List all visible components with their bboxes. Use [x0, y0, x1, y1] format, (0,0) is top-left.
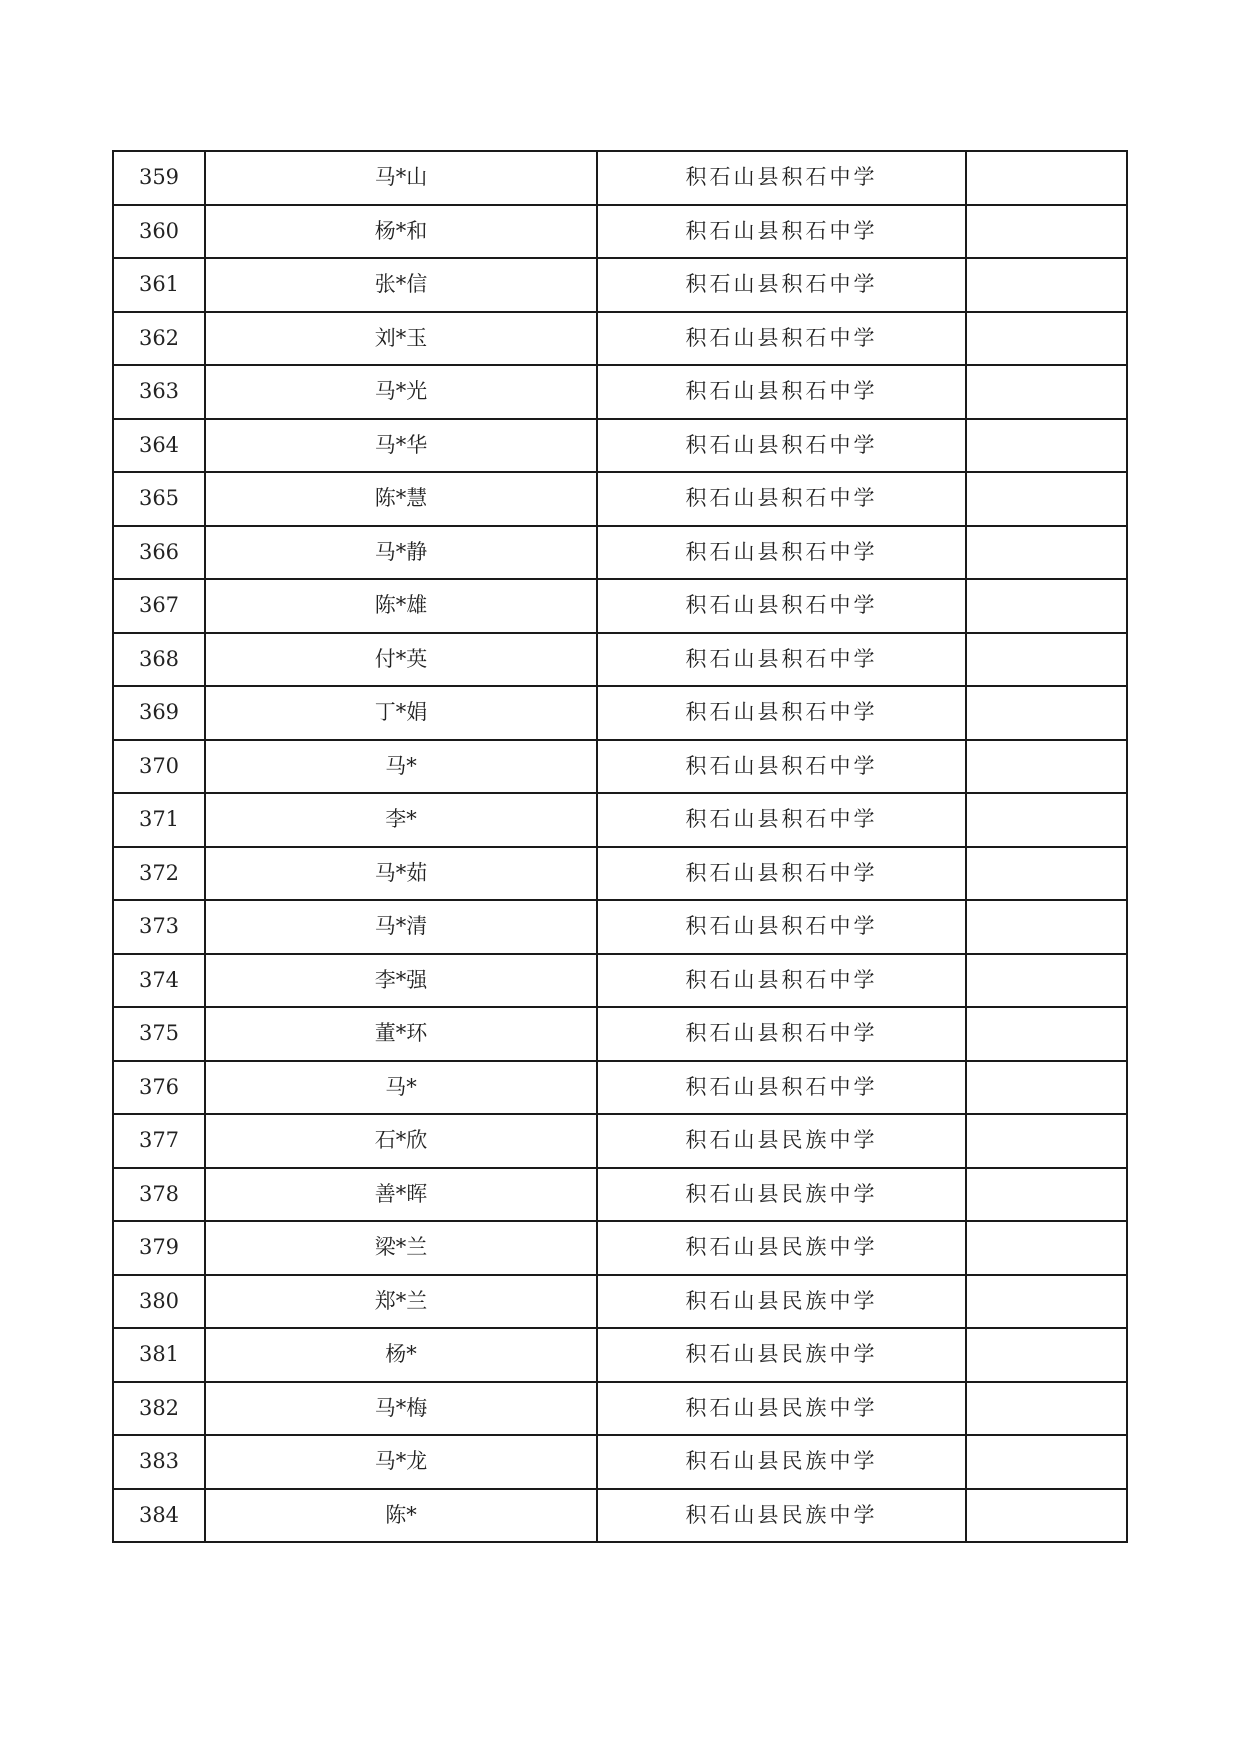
table-row: [113, 1435, 1127, 1489]
remark-cell: [966, 526, 1127, 580]
remark-cell: [966, 1328, 1127, 1382]
row-number-cell: 362: [113, 312, 205, 366]
school-cell: 积石山县积石中学: [597, 1061, 966, 1115]
remark-cell: [966, 740, 1127, 794]
row-number-cell: 363: [113, 365, 205, 419]
school-cell: 积石山县积石中学: [597, 365, 966, 419]
remark-cell: [966, 579, 1127, 633]
school-cell: 积石山县积石中学: [597, 579, 966, 633]
table-row: [113, 258, 1127, 312]
row-number-cell: 360: [113, 205, 205, 259]
remark-cell: [966, 1114, 1127, 1168]
school-cell: 积石山县积石中学: [597, 258, 966, 312]
table-row: [113, 579, 1127, 633]
student-name-cell: 李*强: [205, 954, 597, 1008]
table-row: [113, 1328, 1127, 1382]
school-cell: 积石山县民族中学: [597, 1114, 966, 1168]
row-number-cell: 359: [113, 151, 205, 205]
table-row: [113, 151, 1127, 205]
remark-cell: [966, 1435, 1127, 1489]
remark-cell: [966, 1007, 1127, 1061]
student-name-cell: 陈*雄: [205, 579, 597, 633]
table-row: [113, 793, 1127, 847]
row-number-cell: 365: [113, 472, 205, 526]
row-number-cell: 367: [113, 579, 205, 633]
student-name-cell: 马*静: [205, 526, 597, 580]
student-name-cell: 马*华: [205, 419, 597, 473]
remark-cell: [966, 472, 1127, 526]
school-cell: 积石山县积石中学: [597, 526, 966, 580]
row-number-cell: 378: [113, 1168, 205, 1222]
school-cell: 积石山县积石中学: [597, 740, 966, 794]
student-name-cell: 付*英: [205, 633, 597, 687]
row-number-cell: 373: [113, 900, 205, 954]
school-cell: 积石山县积石中学: [597, 312, 966, 366]
table-row: [113, 954, 1127, 1008]
table-row: [113, 1382, 1127, 1436]
student-name-cell: 马*梅: [205, 1382, 597, 1436]
remark-cell: [966, 847, 1127, 901]
row-number-cell: 380: [113, 1275, 205, 1329]
table-row: [113, 526, 1127, 580]
school-cell: 积石山县积石中学: [597, 419, 966, 473]
row-number-cell: 376: [113, 1061, 205, 1115]
student-name-cell: 马*: [205, 1061, 597, 1115]
row-number-cell: 361: [113, 258, 205, 312]
remark-cell: [966, 1061, 1127, 1115]
student-name-cell: 陈*: [205, 1489, 597, 1543]
school-cell: 积石山县积石中学: [597, 205, 966, 259]
row-number-cell: 382: [113, 1382, 205, 1436]
row-number-cell: 370: [113, 740, 205, 794]
table-row: [113, 1061, 1127, 1115]
table-row: [113, 1275, 1127, 1329]
table-row: [113, 900, 1127, 954]
school-cell: 积石山县积石中学: [597, 633, 966, 687]
school-cell: 积石山县民族中学: [597, 1328, 966, 1382]
table-row: [113, 1221, 1127, 1275]
row-number-cell: 381: [113, 1328, 205, 1382]
remark-cell: [966, 365, 1127, 419]
student-name-cell: 马*山: [205, 151, 597, 205]
student-name-cell: 石*欣: [205, 1114, 597, 1168]
student-name-cell: 李*: [205, 793, 597, 847]
row-number-cell: 371: [113, 793, 205, 847]
school-cell: 积石山县积石中学: [597, 793, 966, 847]
student-name-cell: 善*晖: [205, 1168, 597, 1222]
table-row: [113, 365, 1127, 419]
student-name-cell: 刘*玉: [205, 312, 597, 366]
student-name-cell: 张*信: [205, 258, 597, 312]
roster-table-body: [113, 151, 1127, 1542]
table-row: [113, 633, 1127, 687]
student-name-cell: 马*龙: [205, 1435, 597, 1489]
table-row: [113, 472, 1127, 526]
remark-cell: [966, 205, 1127, 259]
row-number-cell: 377: [113, 1114, 205, 1168]
roster-table: [112, 150, 1128, 1543]
remark-cell: [966, 1382, 1127, 1436]
school-cell: 积石山县积石中学: [597, 151, 966, 205]
student-name-cell: 杨*: [205, 1328, 597, 1382]
remark-cell: [966, 151, 1127, 205]
row-number-cell: 374: [113, 954, 205, 1008]
row-number-cell: 368: [113, 633, 205, 687]
remark-cell: [966, 686, 1127, 740]
school-cell: 积石山县积石中学: [597, 847, 966, 901]
remark-cell: [966, 1489, 1127, 1543]
student-name-cell: 马*光: [205, 365, 597, 419]
student-name-cell: 马*: [205, 740, 597, 794]
student-name-cell: 丁*娟: [205, 686, 597, 740]
school-cell: 积石山县民族中学: [597, 1382, 966, 1436]
remark-cell: [966, 1275, 1127, 1329]
row-number-cell: 379: [113, 1221, 205, 1275]
school-cell: 积石山县民族中学: [597, 1435, 966, 1489]
student-name-cell: 杨*和: [205, 205, 597, 259]
remark-cell: [966, 1221, 1127, 1275]
school-cell: 积石山县积石中学: [597, 686, 966, 740]
school-cell: 积石山县民族中学: [597, 1221, 966, 1275]
school-cell: 积石山县民族中学: [597, 1489, 966, 1543]
school-cell: 积石山县积石中学: [597, 954, 966, 1008]
student-name-cell: 郑*兰: [205, 1275, 597, 1329]
student-name-cell: 董*环: [205, 1007, 597, 1061]
row-number-cell: 366: [113, 526, 205, 580]
remark-cell: [966, 1168, 1127, 1222]
school-cell: 积石山县积石中学: [597, 472, 966, 526]
table-row: [113, 686, 1127, 740]
table-row: [113, 1168, 1127, 1222]
row-number-cell: 384: [113, 1489, 205, 1543]
table-row: [113, 1007, 1127, 1061]
row-number-cell: 364: [113, 419, 205, 473]
remark-cell: [966, 258, 1127, 312]
row-number-cell: 372: [113, 847, 205, 901]
row-number-cell: 375: [113, 1007, 205, 1061]
student-name-cell: 马*茹: [205, 847, 597, 901]
table-row: [113, 1114, 1127, 1168]
remark-cell: [966, 954, 1127, 1008]
row-number-cell: 383: [113, 1435, 205, 1489]
row-number-cell: 369: [113, 686, 205, 740]
remark-cell: [966, 793, 1127, 847]
table-row: [113, 419, 1127, 473]
student-name-cell: 梁*兰: [205, 1221, 597, 1275]
school-cell: 积石山县积石中学: [597, 900, 966, 954]
school-cell: 积石山县民族中学: [597, 1275, 966, 1329]
table-row: [113, 312, 1127, 366]
table-row: [113, 1489, 1127, 1543]
remark-cell: [966, 633, 1127, 687]
table-row: [113, 847, 1127, 901]
remark-cell: [966, 900, 1127, 954]
school-cell: 积石山县积石中学: [597, 1007, 966, 1061]
student-name-cell: 马*清: [205, 900, 597, 954]
table-row: [113, 205, 1127, 259]
remark-cell: [966, 419, 1127, 473]
student-name-cell: 陈*慧: [205, 472, 597, 526]
table-row: [113, 740, 1127, 794]
remark-cell: [966, 312, 1127, 366]
school-cell: 积石山县民族中学: [597, 1168, 966, 1222]
